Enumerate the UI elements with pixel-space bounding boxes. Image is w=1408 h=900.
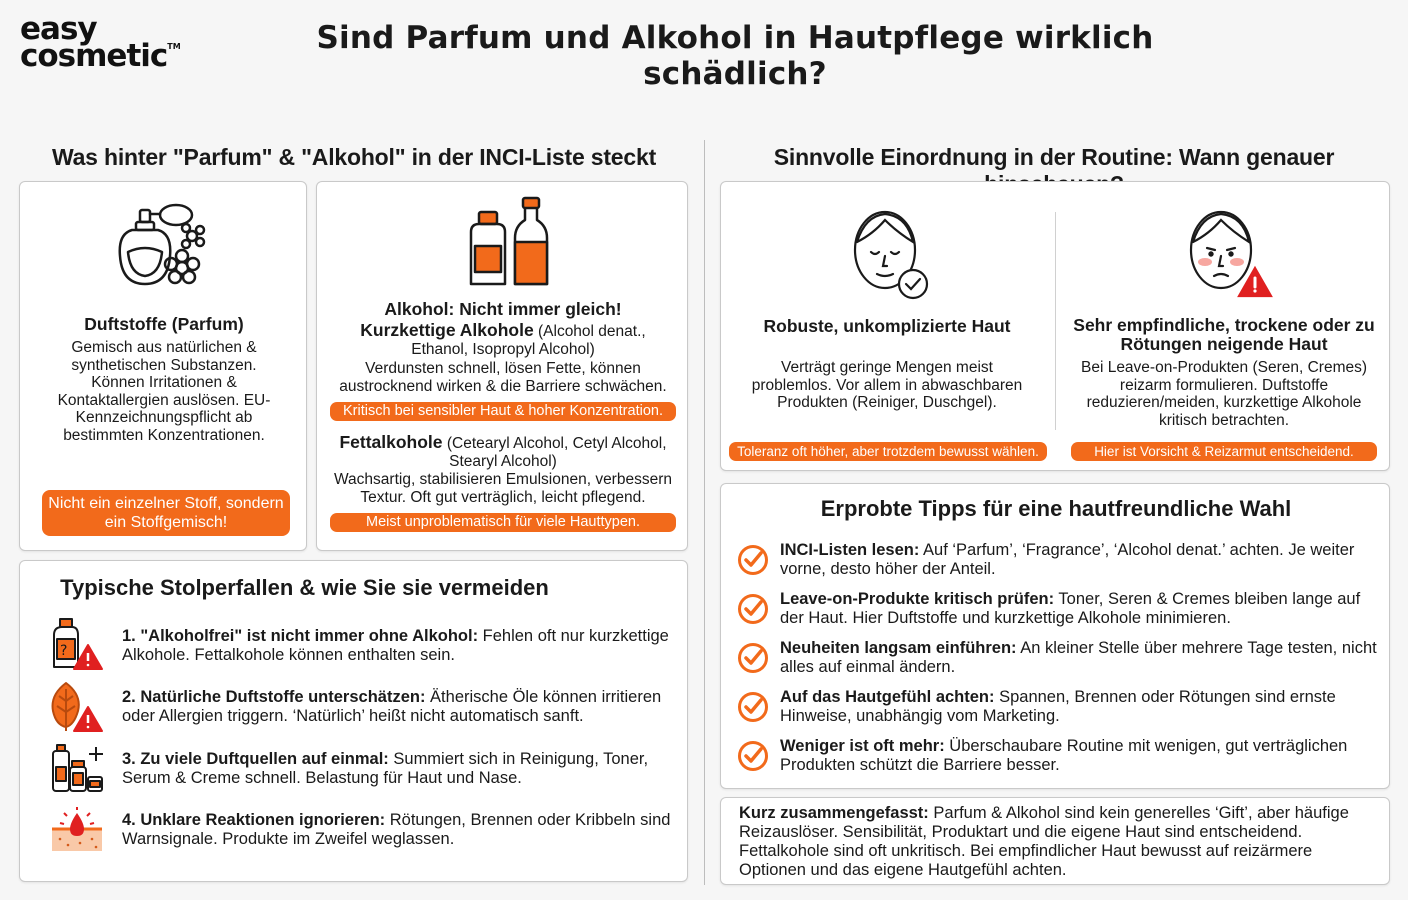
sensitive-face-warning-icon: [1181, 202, 1277, 302]
fatty-alcohols-text: Wachsartig, stabilisieren Emulsionen, verbessern Textur. Oft gut verträglich, leicht pflegend.: [334, 471, 672, 506]
skin-reaction-icon: [50, 807, 104, 855]
check-circle-icon: [737, 691, 769, 723]
routine-divider: [1055, 212, 1056, 430]
logo-line-2: cosmetic™: [20, 38, 181, 75]
pitfall-item-2: 2. Natürliche Duftstoffe unterschätzen: Ätherische Öle können irritieren oder Allergien triggern. ‘Natürlich’ heißt nicht automatisch sanft.: [122, 688, 662, 725]
sensitive-skin-title: Sehr empfindliche, trockene oder zu Rötungen neigende Haut: [1073, 315, 1375, 354]
fatty-alcohols-pill: Meist unproblematisch für viele Hauttypen.: [330, 513, 676, 532]
pitfall-item-3: 3. Zu viele Duftquellen auf einmal: Summiert sich in Reinigung, Toner, Serum & Creme schnell. Belastung für Haut und Nase.: [122, 750, 649, 787]
perfume-bottle-icon: [114, 200, 214, 300]
sensitive-skin-pill: Hier ist Vorsicht & Reizarmut entscheidend.: [1071, 442, 1377, 461]
alcohol-card: [316, 181, 688, 551]
tip-item-1: INCI-Listen lesen: Auf ‘Parfum’, ‘Fragrance’, ‘Alcohol denat.’ achten. Je weiter vorne, desto höher der Anteil.: [780, 541, 1355, 578]
short-alcohols-title: Kurzkettige Alkohole: [360, 320, 534, 340]
logo-line-1: easy: [20, 11, 97, 47]
svg-text:?: ?: [60, 643, 68, 659]
column-divider: [704, 140, 705, 885]
sensitive-skin-text: Bei Leave-on-Produkten (Seren, Cremes) reizarm formulieren. Duftstoffe reduzieren/meiden, kurzkettige Alkohole kritisch betrachten.: [1080, 359, 1368, 429]
right-section-heading: Sinnvolle Einordnung in der Routine: Wann genauer: [773, 144, 1335, 170]
short-alcohols-examples: (Alcohol denat., Ethanol, Isopropyl Alcohol): [411, 323, 646, 358]
parfum-title: Duftstoffe (Parfum): [84, 314, 244, 334]
fatty-alcohols-title: Fettalkohole: [339, 432, 443, 452]
check-circle-icon: [737, 544, 769, 576]
check-circle-icon: [737, 642, 769, 674]
leaf-warning-icon: [50, 681, 104, 733]
tip-item-3: Neuheiten langsam einführen: An kleiner Stelle über mehrere Tage testen, nicht alles auf einmal ändern.: [780, 639, 1377, 676]
robust-skin-pill: Toleranz oft höher, aber trotzdem bewusst wählen.: [729, 442, 1047, 461]
tips-heading: Erprobte Tipps für eine hautfreundliche Wahl: [820, 496, 1292, 521]
short-alcohols-pill: Kritisch bei sensibler Haut & hoher Konzentration.: [330, 402, 676, 421]
summary-text: Kurz zusammengefasst: Parfum & Alkohol sind kein generelles ‘Gift’, aber häufige Reizauslöser. Sensibilität, Produktart und die eigene Haut sind entscheidend. Fettalkohole sind oft unkritisch. Bei empfindlicher Haut bewusst auf reizärmere Optionen und das eigene Hautgefühl achten.: [739, 804, 1349, 879]
tip-item-4: Auf das Hautgefühl achten: Spannen, Brennen oder Rötungen sind ernste Hinweise, unabhängig vom Marketing.: [780, 688, 1336, 725]
pitfall-item-4: 4. Unklare Reaktionen ignorieren: Rötungen, Brennen oder Kribbeln sind Warnsignale. Produkte im Zweifel weglassen.: [122, 811, 671, 848]
bottles-icon: [465, 194, 555, 290]
left-section-heading: Was hinter "Parfum" & "Alkohol" in der INCI-Liste steckt: [51, 144, 657, 170]
parfum-card: [19, 181, 307, 551]
fatty-alcohols-examples: (Cetearyl Alcohol, Cetyl Alcohol, Stearyl Alcohol): [442, 435, 667, 470]
check-circle-icon: [737, 593, 769, 625]
pitfalls-card: [19, 560, 688, 882]
page-title: Sind Parfum und Alkohol in Hautpflege wirklich schädlich?: [316, 20, 1154, 92]
tip-item-2: Leave-on-Produkte kritisch prüfen: Toner, Seren & Cremes bleiben lange auf der Haut. Hier Duftstoffe und kurzkettige Alkohole minimieren.: [780, 590, 1361, 627]
short-alcohols-heading: [331, 322, 675, 358]
bottle-warning-icon: [50, 617, 104, 673]
pitfalls-heading: Typische Stolperfallen & wie Sie sie vermeiden: [60, 575, 549, 600]
routine-card: [720, 181, 1390, 471]
alcohol-title: Alkohol: Nicht immer gleich!: [384, 299, 622, 319]
parfum-text: Gemisch aus natürlichen & synthetischen Substanzen. Können Irritationen & Kontaktallergien auslösen. EU-Kennzeichnungspflicht ab bestimmten Konzentrationen.: [57, 339, 271, 444]
short-alcohols-text: Verdunsten schnell, lösen Fette, können austrocknend wirken & die Barriere schwächen.: [339, 360, 667, 395]
tip-item-5: Weniger ist oft mehr: Überschaubare Routine mit wenigen, gut verträglichen Produkten schützt die Barriere besser.: [780, 737, 1348, 774]
pitfall-item-1: 1. "Alkoholfrei" ist nicht immer ohne Alkohol: Fehlen oft nur kurzkettige Alkohole. Fettalkohole können enthalten sein.: [122, 627, 669, 664]
summary-card: [720, 797, 1390, 885]
brand-logo: [20, 11, 181, 75]
check-circle-icon: [737, 740, 769, 772]
fatty-alcohols-heading: [331, 434, 675, 470]
robust-skin-title: Robuste, unkomplizierte Haut: [763, 316, 1011, 336]
products-plus-icon: [50, 743, 104, 795]
calm-face-check-icon: [845, 202, 935, 302]
parfum-highlight-pill: Nicht ein einzelner Stoff, sondern ein Stoffgemisch!: [42, 490, 290, 536]
robust-skin-text: Verträgt geringe Mengen meist problemlos. Vor allem in abwaschbaren Produkten (Reiniger, Duschgel).: [751, 359, 1023, 411]
